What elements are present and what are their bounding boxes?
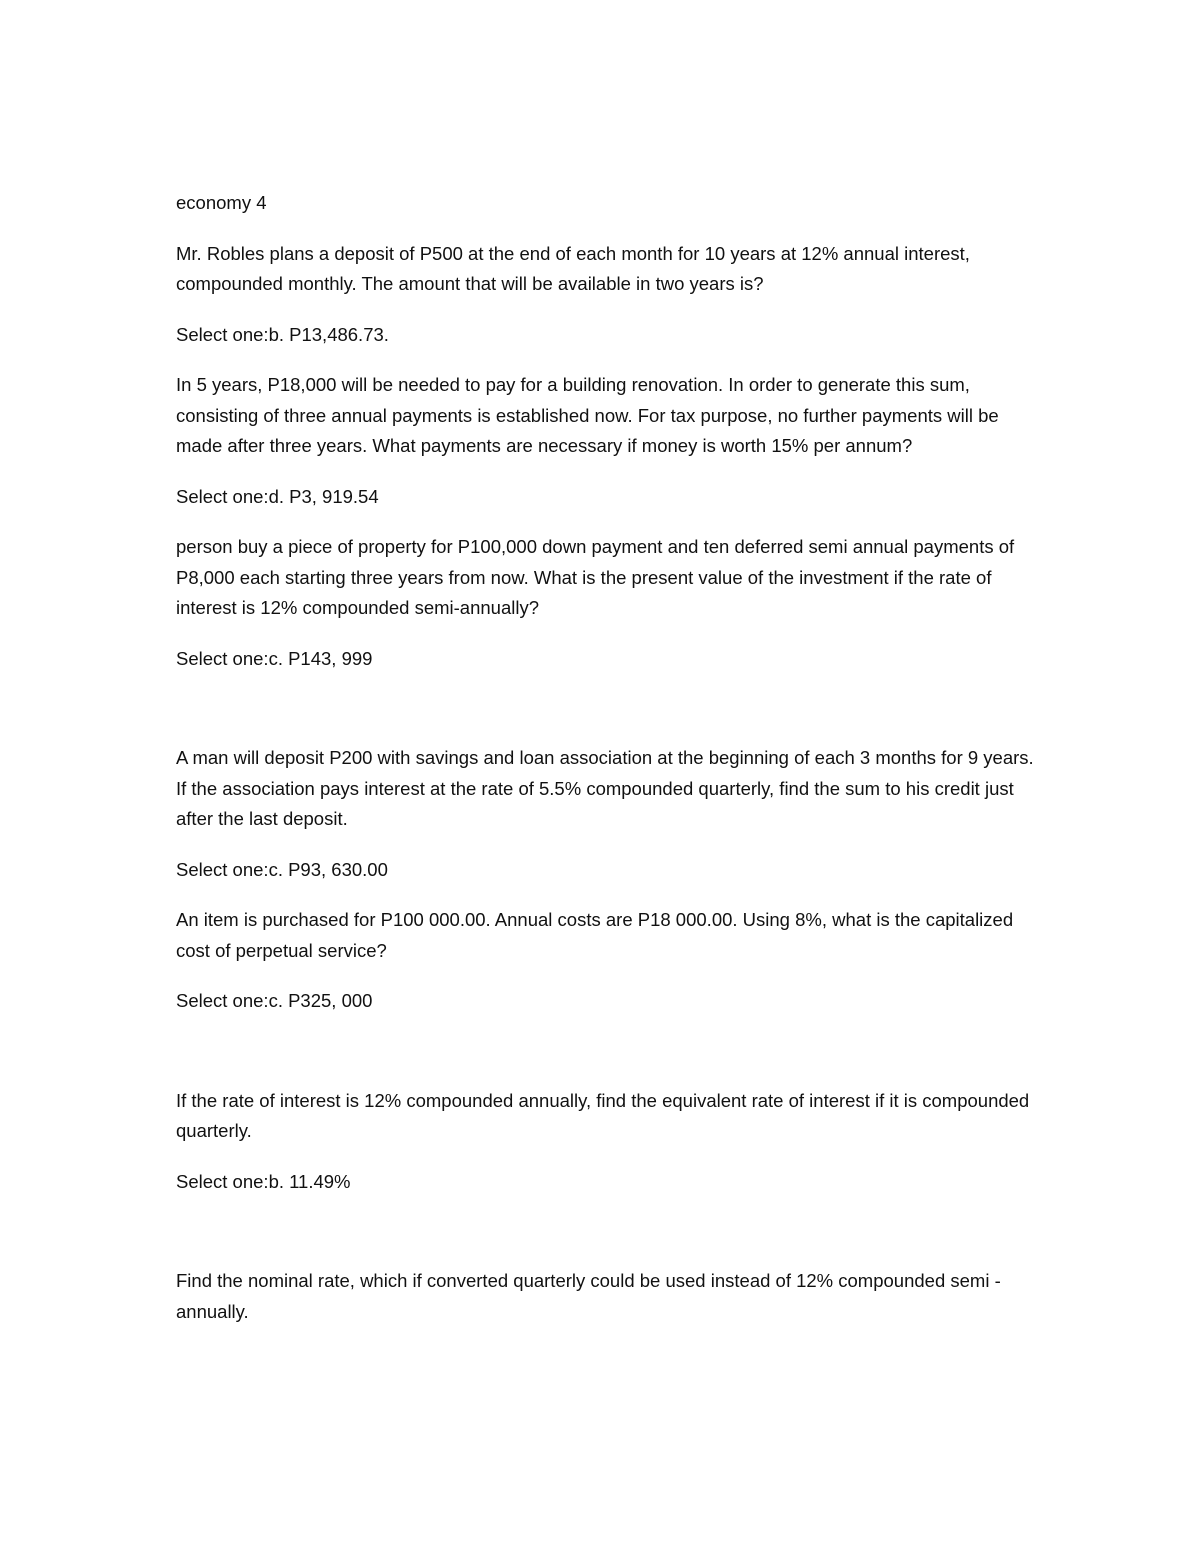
answer-2: Select one:d. P3, 919.54 — [176, 485, 379, 507]
question-1: Mr. Robles plans a deposit of P500 at the end of each month for 10 years at 12% annual interest, compounded monthly. The amount that will be available in two years is? — [176, 242, 970, 294]
answer-5: Select one:c. P325, 000 — [176, 990, 373, 1011]
answer-6: Select one:b. 11.49% — [176, 1170, 351, 1192]
answer-1: Select one:b. P13,486.73. — [176, 323, 389, 345]
question-5: An item is purchased for P100 000.00. Annual costs are P18 000.00. Using 8%, what is the capitalized cost of perpetual service? — [176, 909, 1014, 961]
answer-4: Select one:c. P93, 630.00 — [176, 858, 388, 880]
question-3: person buy a piece of property for P100,000 down payment and ten deferred semi annual payments of P8,000 each starting three years from now. What is the present value of the investment if the rate of interest is 12% compounded semi-annually? — [176, 536, 1015, 618]
document-page — [176, 188, 1036, 1347]
question-4: A man will deposit P200 with savings and loan association at the beginning of each 3 months for 9 years. If the association pays interest at the rate of 5.5% compounded quarterly, find the sum to his credit just after the last deposit. — [176, 747, 1034, 829]
question-7: Find the nominal rate, which if converted quarterly could be used instead of 12% compounded semi -annually. — [176, 1270, 1001, 1322]
question-2: In 5 years, P18,000 will be needed to pay for a building renovation. In order to generate this sum, consisting of three annual payments is established now. For tax purpose, no further payments will be made after three years. What payments are necessary if money is worth 15% per annum? — [176, 374, 999, 456]
blank-gap — [176, 1217, 1036, 1266]
document-title: economy 4 — [176, 192, 267, 213]
blank-gap — [176, 1037, 1036, 1086]
blank-gap — [176, 694, 1036, 743]
question-6: If the rate of interest is 12% compounded annually, find the equivalent rate of interest if it is compounded quarterly. — [176, 1089, 1030, 1141]
answer-3: Select one:c. P143, 999 — [176, 647, 373, 669]
